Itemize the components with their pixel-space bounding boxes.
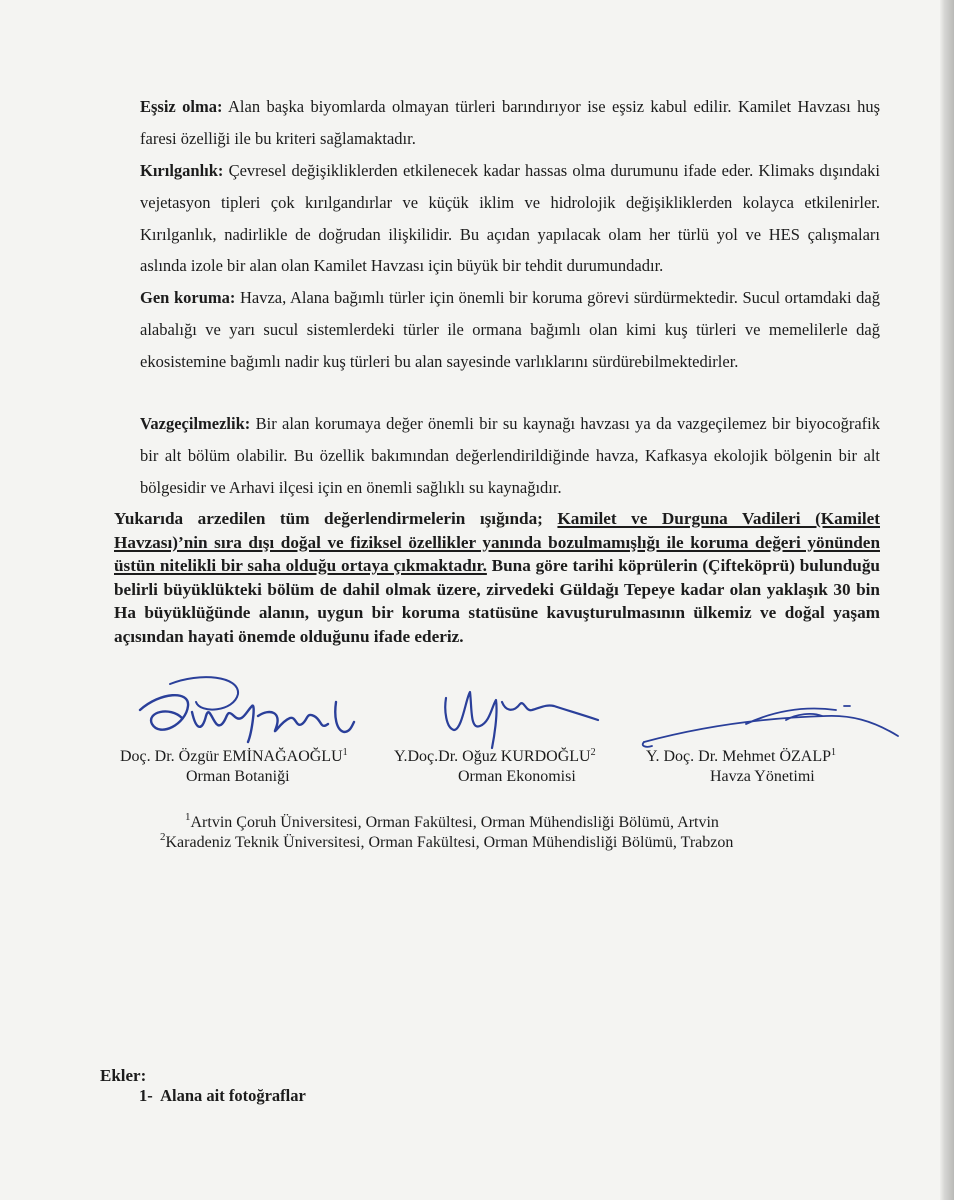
signatory-name: Y.Doç.Dr. Oğuz KURDOĞLU$^2$ [394,747,596,765]
attachments-title: Ekler: [100,1066,147,1085]
paragraph-label: Kırılganlık: [140,161,224,180]
affiliation-footnote: $^1$Artvin Çoruh Üniversitesi, Orman Fakültesi, Orman Mühendisliği Bölümü, Artvin [185,811,719,831]
attachment-item: 1- Alana ait fotoğraflar [139,1086,306,1105]
conclusion-paragraph [114,507,880,649]
paragraph-essiz-olma [140,91,880,155]
paragraph-text: Havza, Alana bağımlı türler için önemli bir koruma görevi sürdürmektedir. Sucul ortamdaki dağ alabalığı ve yarı sucul sistemlerdeki türler ile ormana bağımlı olan kimi kuş türleri ve memelilerle dağ ekosistemine bağımlı nadir kuş türleri bu alan sayesinde varlıklarını sürdürebilmektedirler. [140,288,881,371]
signatory-name: Doç. Dr. Özgür EMİNAĞAOĞLU$^1$ [120,747,348,765]
paragraph-text: Alan başka biyomlarda olmayan türleri barındırıyor ise eşsiz kabul edilir. Kamilet Havzası huş faresi özelliği ile bu kriteri sağlamaktadır. [140,97,880,148]
affiliation-footnote: $^2$Karadeniz Teknik Üniversitesi, Orman Fakültesi, Orman Mühendisliği Bölümü, Trabzon [160,831,734,851]
page-edge [944,0,954,1200]
paragraph-label: Gen koruma: [140,288,236,307]
signature-ozalp [636,696,906,754]
signature-eminagaoglu [130,672,360,752]
signatory-department: Havza Yönetimi [710,768,815,785]
paragraph-gen-koruma [140,282,880,377]
conclusion-rest: Buna göre tarihi köprülerin (Çifteköprü) bulunduğu belirli büyüklükteki bölüm de dahil olmak üzere, zirvedeki Güldağı Tepeye kadar olan yaklaşık 30 bin Ha büyüklüğünde alanın, uygun bir koruma statüsüne kavuşturulmasının ülkemiz ve doğal yaşam açısından hayati önemde olduğunu ifade ederiz. [114,556,880,646]
paragraph-text: Çevresel değişikliklerden etkilenecek kadar hassas olma durumunu ifade eder. Klimaks dışındaki vejetasyon tipleri çok kırılgandırlar ve küçük iklim ve hidrolojik değişikliklerden kolayca etkilenirler. Kırılganlık, nadirlikle de doğrudan ilişkilidir. Bu açıdan yapılacak olam her türlü yol ve HES çalışmaları aslında izole bir alan olan Kamilet Havzası için büyük bir tehdit durumundadır. [140,161,880,276]
signature-kurdoglu [436,678,606,750]
signatory-department: Orman Ekonomisi [458,768,576,785]
paragraph-vazgecilmezlik [140,408,880,503]
paragraph-label: Vazgeçilmezlik: [140,414,251,433]
conclusion-intro: Yukarıda arzedilen tüm değerlendirmelerin ışığında; [114,509,558,528]
signatory-department: Orman Botaniği [186,768,290,785]
signatory-name: Y. Doç. Dr. Mehmet ÖZALP$^1$ [646,747,837,765]
conclusion-underlined: Kamilet ve Durguna Vadileri (Kamilet Havzası)’nin sıra dışı doğal ve fiziksel özellikler yanında bozulmamışlığı ile koruma değeri yönünden üstün nitelikli bir saha olduğu ortaya çıkmaktadır. [114,509,880,576]
paragraph-text: Bir alan korumaya değer önemli bir su kaynağı havzası ya da vazgeçilemez bir biyocoğrafik bir alt bölüm olabilir. Bu özellik bakımından değerlendirildiğinde havza, Kafkasya ekolojik bölgenin bir alt bölgesidir ve Arhavi ilçesi için en önemli sağlıklı su kaynağıdır. [140,414,880,497]
paragraph-kirilganlik [140,155,880,282]
paragraph-label: Eşsiz olma: [140,97,223,116]
